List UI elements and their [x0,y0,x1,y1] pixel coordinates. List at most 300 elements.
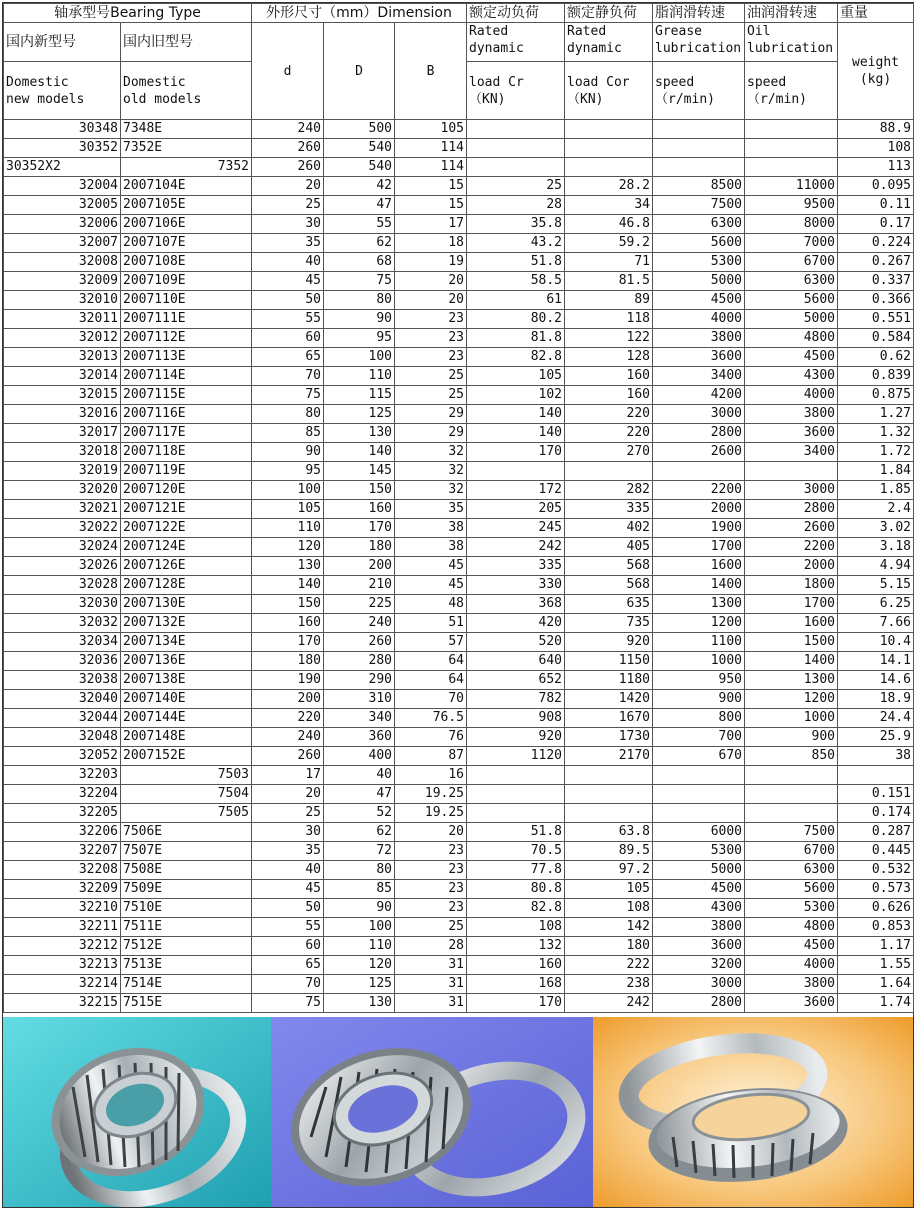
d-cell: 35 [252,842,324,861]
d-cell: 220 [252,709,324,728]
new-model-cell: 32215 [4,994,121,1013]
bearing-photo-1 [3,1017,271,1207]
new-model-line-2: new models [6,91,85,107]
B-cell: 38 [395,538,467,557]
weight-cell: 1.55 [838,956,914,975]
B-cell: 23 [395,899,467,918]
new-model-cell: 32048 [4,728,121,747]
load-cor-cell: 222 [565,956,653,975]
oil-speed-cell: 7000 [745,234,838,253]
grease-speed-cell: 1100 [653,633,745,652]
d-cell: 55 [252,918,324,937]
oil-speed-cell: 3400 [745,443,838,462]
d-cell: 130 [252,557,324,576]
old-model-cell: 2007132E [121,614,252,633]
D-cell: 90 [324,310,395,329]
oil-speed-cell: 3800 [745,405,838,424]
oil-speed-cell: 3600 [745,994,838,1013]
load-cor-cell: 105 [565,880,653,899]
oil-speed-cell: 4500 [745,348,838,367]
grease-speed-cell: 900 [653,690,745,709]
load-cr-cell: 168 [467,975,565,994]
weight-cell: 0.267 [838,253,914,272]
bearing-photo-strip [3,1017,913,1207]
load-cr-cell: 205 [467,500,565,519]
weight-cell: 24.4 [838,709,914,728]
B-cell: 76 [395,728,467,747]
bearing-type-header: 轴承型号Bearing Type [4,4,252,23]
d-cell: 170 [252,633,324,652]
weight-cell: 0.626 [838,899,914,918]
load-cor-cell: 402 [565,519,653,538]
load-cr-line-1: load Cr [469,74,524,90]
table-row [4,462,914,481]
d-header: d [252,23,324,120]
new-model-cell: 32006 [4,215,121,234]
oil-speed-cell: 4000 [745,386,838,405]
old-model-cell: 2007108E [121,253,252,272]
grease-speed-cell: 2800 [653,424,745,443]
table-row [4,804,914,823]
old-model-line-1: Domestic [123,74,186,90]
old-model-line-2: old models [123,91,202,107]
D-cell: 400 [324,747,395,766]
grease-speed-cell: 5600 [653,234,745,253]
dimension-header: 外形尺寸（mm）Dimension [252,4,467,23]
load-cr-cell: 82.8 [467,348,565,367]
load-cr-cell: 105 [467,367,565,386]
new-model-cell: 32036 [4,652,121,671]
new-model-cell: 32010 [4,291,121,310]
d-cell: 260 [252,158,324,177]
d-cell: 240 [252,120,324,139]
grease-speed-cell: 8500 [653,177,745,196]
grease-speed-cell: 1700 [653,538,745,557]
D-cell: 145 [324,462,395,481]
rated-dynamic-en-header [467,23,565,62]
weight-cell: 0.151 [838,785,914,804]
table-row [4,823,914,842]
header-row-2 [4,23,914,62]
load-cor-cell [565,804,653,823]
load-cor-cell [565,766,653,785]
new-model-cell: 32026 [4,557,121,576]
oil-speed-cell: 5000 [745,310,838,329]
oil-speed-cell: 1200 [745,690,838,709]
d-cell: 90 [252,443,324,462]
load-cor-cell: 242 [565,994,653,1013]
grease-speed-cell [653,804,745,823]
D-cell: 150 [324,481,395,500]
load-cr-cell: 108 [467,918,565,937]
new-model-cell: 32206 [4,823,121,842]
load-cor-cell [565,462,653,481]
new-model-cell: 32052 [4,747,121,766]
grease-speed-cell: 1900 [653,519,745,538]
d-cell: 20 [252,785,324,804]
load-cr-cell: 782 [467,690,565,709]
B-cell: 15 [395,177,467,196]
grease-speed-cell: 3800 [653,329,745,348]
weight-cell: 1.32 [838,424,914,443]
new-model-cell: 32214 [4,975,121,994]
load-cr-cell: 368 [467,595,565,614]
rated-static-cn-header: 额定静负荷 [565,4,653,23]
oil-speed-cell: 4000 [745,956,838,975]
d-cell: 75 [252,994,324,1013]
B-cell: 76.5 [395,709,467,728]
load-cr-cell: 25 [467,177,565,196]
grease-speed-header [653,62,745,120]
load-cor-cell: 1730 [565,728,653,747]
B-cell: 114 [395,158,467,177]
new-model-cell: 32204 [4,785,121,804]
d-cell: 110 [252,519,324,538]
grease-speed-cell: 700 [653,728,745,747]
oil-speed-cell: 9500 [745,196,838,215]
old-model-cell: 2007144E [121,709,252,728]
D-cell: 62 [324,234,395,253]
tapered-bearing-image-3 [593,1017,913,1207]
B-cell: 20 [395,823,467,842]
table-row [4,652,914,671]
D-cell: 80 [324,861,395,880]
table-row [4,614,914,633]
B-cell: 38 [395,519,467,538]
load-cor-cell: 1420 [565,690,653,709]
load-cr-cell: 172 [467,481,565,500]
B-cell: 48 [395,595,467,614]
new-model-cell: 32030 [4,595,121,614]
D-cell: 260 [324,633,395,652]
oil-speed-cell [745,785,838,804]
table-row [4,861,914,880]
table-row [4,139,914,158]
old-model-cell: 2007118E [121,443,252,462]
oil-speed-line-2: （r/min) [747,91,807,107]
D-cell: 75 [324,272,395,291]
load-cor-cell: 920 [565,633,653,652]
load-cor-cell [565,139,653,158]
oil-en-header [745,23,838,62]
D-cell: 100 [324,348,395,367]
new-model-cell: 32009 [4,272,121,291]
load-cor-cell: 735 [565,614,653,633]
new-model-cell: 32210 [4,899,121,918]
d-cell: 120 [252,538,324,557]
d-cell: 105 [252,500,324,519]
D-cell: 140 [324,443,395,462]
d-cell: 140 [252,576,324,595]
B-cell: 45 [395,557,467,576]
oil-speed-cell: 3800 [745,975,838,994]
d-cell: 35 [252,234,324,253]
new-model-cell: 32028 [4,576,121,595]
new-model-cell: 32005 [4,196,121,215]
B-cell: 20 [395,272,467,291]
weight-cell: 4.94 [838,557,914,576]
new-model-line-1: Domestic [6,74,69,90]
oil-speed-cell [745,804,838,823]
oil-speed-cell: 2600 [745,519,838,538]
table-row [4,576,914,595]
weight-line-1: weight [852,55,899,70]
d-cell: 80 [252,405,324,424]
load-cr-cell: 920 [467,728,565,747]
weight-cell: 0.095 [838,177,914,196]
grease-speed-cell [653,462,745,481]
table-row [4,918,914,937]
new-model-cell: 32007 [4,234,121,253]
oil-speed-cell: 4300 [745,367,838,386]
load-cor-cell: 142 [565,918,653,937]
B-cell: 32 [395,462,467,481]
oil-speed-cn-header: 油润滑转速 [745,4,838,23]
oil-speed-cell: 5300 [745,899,838,918]
load-cr-line-2: （KN) [469,91,506,107]
load-cor-cell: 97.2 [565,861,653,880]
B-cell: 25 [395,367,467,386]
table-row [4,424,914,443]
new-model-cell: 32019 [4,462,121,481]
old-model-cell: 2007115E [121,386,252,405]
grease-speed-cell: 950 [653,671,745,690]
oil-speed-header [745,62,838,120]
oil-speed-cell: 2200 [745,538,838,557]
old-model-cell: 7348E [121,120,252,139]
B-cell: 31 [395,956,467,975]
oil-speed-cell: 2800 [745,500,838,519]
oil-speed-cell: 3000 [745,481,838,500]
table-row [4,880,914,899]
d-cell: 260 [252,747,324,766]
d-cell: 65 [252,348,324,367]
old-model-cell: 7509E [121,880,252,899]
old-model-cell: 2007114E [121,367,252,386]
grease-speed-cell: 2000 [653,500,745,519]
old-model-cell: 7514E [121,975,252,994]
table-row [4,329,914,348]
d-cell: 70 [252,367,324,386]
d-cell: 20 [252,177,324,196]
oil-speed-cell: 6300 [745,861,838,880]
old-model-cell: 2007105E [121,196,252,215]
D-cell: 540 [324,139,395,158]
B-cell: 16 [395,766,467,785]
B-cell: 25 [395,918,467,937]
D-cell: 80 [324,291,395,310]
grease-speed-cell: 3000 [653,975,745,994]
d-cell: 40 [252,861,324,880]
d-cell: 70 [252,975,324,994]
D-cell: 72 [324,842,395,861]
old-model-cell: 2007134E [121,633,252,652]
B-cell: 23 [395,842,467,861]
B-cell: 32 [395,443,467,462]
oil-speed-cell: 850 [745,747,838,766]
new-model-cell: 32212 [4,937,121,956]
oil-speed-cell: 6700 [745,253,838,272]
old-model-cell: 7511E [121,918,252,937]
D-cell: 120 [324,956,395,975]
D-cell: 47 [324,785,395,804]
old-model-cell: 7507E [121,842,252,861]
oil-speed-cell [745,158,838,177]
d-cell: 260 [252,139,324,158]
d-cell: 160 [252,614,324,633]
grease-speed-cell: 1200 [653,614,745,633]
old-model-en-header [121,62,252,120]
table-row [4,519,914,538]
D-cell: 360 [324,728,395,747]
old-model-cell: 2007117E [121,424,252,443]
load-cor-cell: 118 [565,310,653,329]
load-cr-cell [467,139,565,158]
old-model-cell: 7506E [121,823,252,842]
D-cell: 110 [324,367,395,386]
weight-cell: 88.9 [838,120,914,139]
D-cell: 42 [324,177,395,196]
weight-cell: 0.853 [838,918,914,937]
grease-speed-cell: 3800 [653,918,745,937]
table-row [4,842,914,861]
oil-speed-cell: 7500 [745,823,838,842]
weight-cell: 1.84 [838,462,914,481]
B-cell: 15 [395,196,467,215]
B-cell: 23 [395,310,467,329]
load-cor-line-1: load Cor [567,74,630,90]
old-model-cell: 2007136E [121,652,252,671]
table-row [4,595,914,614]
grease-en-header [653,23,745,62]
weight-cell: 0.551 [838,310,914,329]
load-cr-cell [467,766,565,785]
table-row [4,766,914,785]
old-model-cell: 7515E [121,994,252,1013]
load-cr-cell [467,158,565,177]
table-row [4,785,914,804]
load-cr-cell: 520 [467,633,565,652]
old-model-cell: 2007106E [121,215,252,234]
D-cell: 40 [324,766,395,785]
B-header: B [395,23,467,120]
weight-cell: 0.17 [838,215,914,234]
new-model-cell: 32203 [4,766,121,785]
weight-cell: 1.64 [838,975,914,994]
load-cor-cell: 122 [565,329,653,348]
old-model-cell: 7504 [121,785,252,804]
grease-line-2: lubrication [655,41,742,56]
d-cell: 45 [252,272,324,291]
D-cell: 280 [324,652,395,671]
old-model-cell: 7510E [121,899,252,918]
weight-cell: 0.573 [838,880,914,899]
B-cell: 70 [395,690,467,709]
grease-speed-cell: 800 [653,709,745,728]
B-cell: 32 [395,481,467,500]
load-cor-cell: 89 [565,291,653,310]
weight-cell: 1.74 [838,994,914,1013]
load-cor-cell: 635 [565,595,653,614]
weight-cell: 0.287 [838,823,914,842]
old-model-cell: 2007109E [121,272,252,291]
new-model-cell: 32022 [4,519,121,538]
table-row [4,481,914,500]
load-cor-cell: 59.2 [565,234,653,253]
load-cr-cell: 28 [467,196,565,215]
d-cell: 30 [252,823,324,842]
grease-speed-line-1: speed [655,74,695,90]
table-row [4,937,914,956]
old-model-cell: 2007116E [121,405,252,424]
weight-cell: 3.18 [838,538,914,557]
oil-speed-cell [745,120,838,139]
load-cr-cell: 82.8 [467,899,565,918]
load-cr-cell: 652 [467,671,565,690]
oil-speed-cell: 4500 [745,937,838,956]
load-cr-header [467,62,565,120]
old-model-cell: 2007112E [121,329,252,348]
d-cell: 190 [252,671,324,690]
weight-cell: 0.875 [838,386,914,405]
B-cell: 35 [395,500,467,519]
new-model-cell: 32044 [4,709,121,728]
table-row [4,690,914,709]
old-model-cell: 2007126E [121,557,252,576]
B-cell: 105 [395,120,467,139]
B-cell: 114 [395,139,467,158]
D-cell: 52 [324,804,395,823]
old-model-cell: 7352E [121,139,252,158]
grease-speed-cell: 5000 [653,272,745,291]
load-cr-cell [467,785,565,804]
D-cell: 210 [324,576,395,595]
new-model-cell: 32020 [4,481,121,500]
load-cor-cell: 89.5 [565,842,653,861]
B-cell: 19.25 [395,785,467,804]
old-model-cell: 2007138E [121,671,252,690]
load-cr-cell [467,120,565,139]
D-cell: 90 [324,899,395,918]
oil-speed-cell: 6300 [745,272,838,291]
new-model-cell: 32208 [4,861,121,880]
load-cr-cell: 58.5 [467,272,565,291]
weight-cell: 1.27 [838,405,914,424]
d-cell: 30 [252,215,324,234]
weight-cell: 6.25 [838,595,914,614]
d-cell: 150 [252,595,324,614]
load-cor-line-2: （KN) [567,91,604,107]
grease-speed-cn-header: 脂润滑转速 [653,4,745,23]
weight-cell: 10.4 [838,633,914,652]
oil-speed-cell: 11000 [745,177,838,196]
D-header: D [324,23,395,120]
weight-cell: 14.6 [838,671,914,690]
rated-dynamic-line-2: dynamic [469,41,524,56]
weight-cell: 0.224 [838,234,914,253]
load-cr-cell: 35.8 [467,215,565,234]
table-row [4,975,914,994]
B-cell: 64 [395,671,467,690]
D-cell: 100 [324,918,395,937]
D-cell: 225 [324,595,395,614]
new-model-cell: 32024 [4,538,121,557]
old-model-cell: 2007119E [121,462,252,481]
weight-cell: 0.174 [838,804,914,823]
D-cell: 68 [324,253,395,272]
D-cell: 170 [324,519,395,538]
oil-speed-cell: 1600 [745,614,838,633]
